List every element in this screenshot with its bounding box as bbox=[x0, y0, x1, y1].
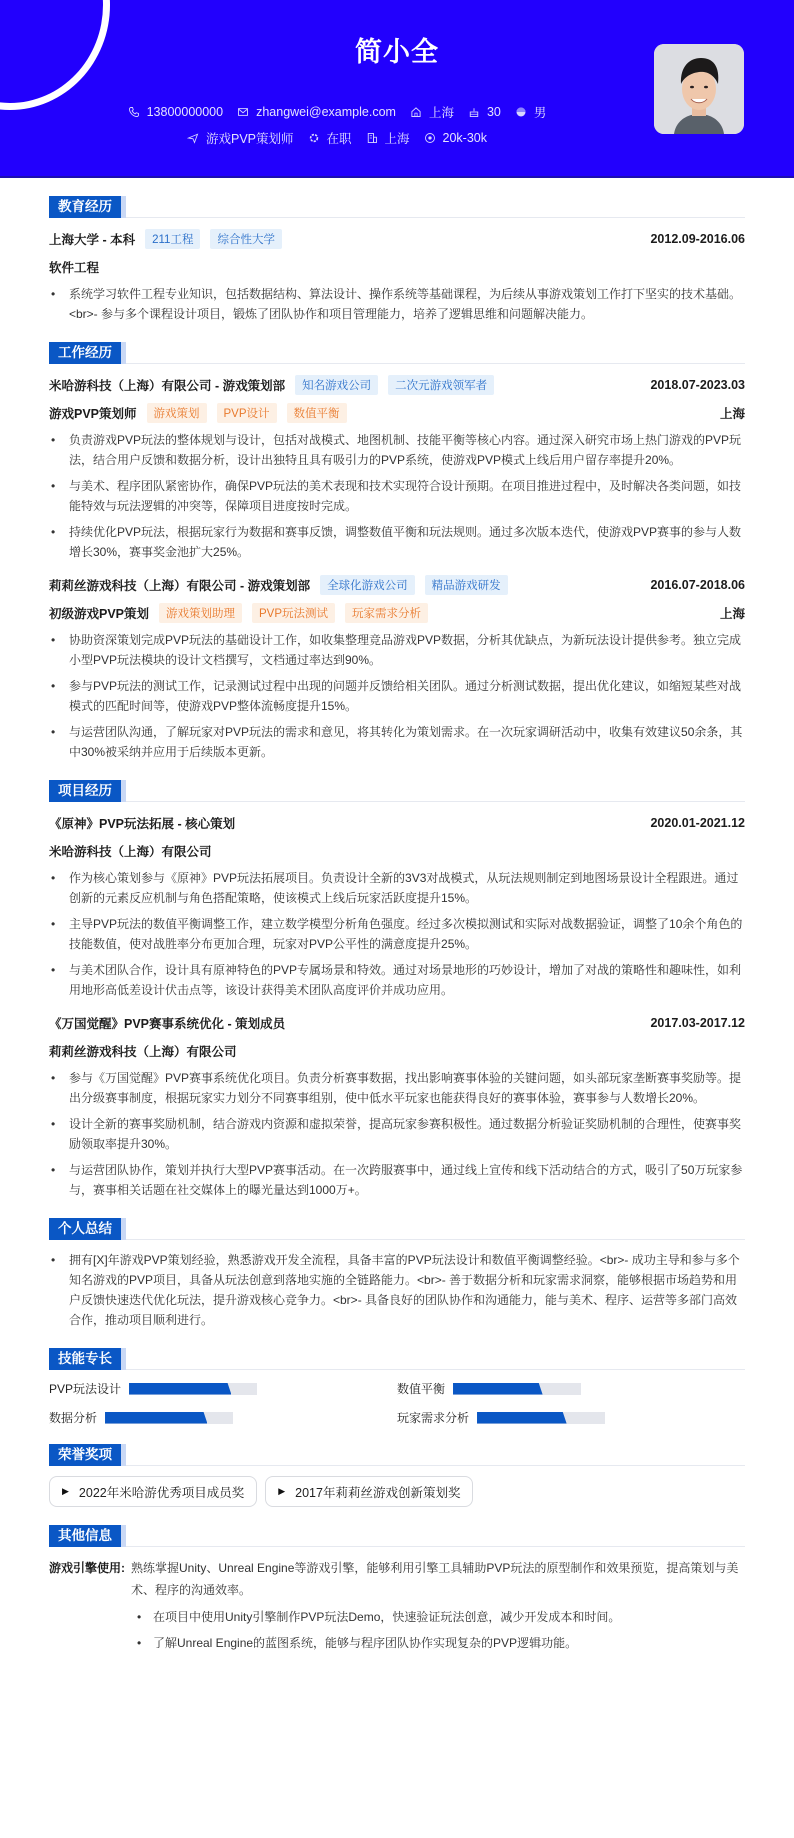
award-item[interactable] bbox=[49, 1476, 257, 1507]
avatar-photo bbox=[654, 44, 744, 134]
section-title: 荣誉奖项 bbox=[49, 1444, 121, 1466]
summary-section bbox=[49, 1214, 745, 1330]
skill-name: 数据分析 bbox=[49, 1411, 98, 1425]
section-title: 技能专长 bbox=[49, 1348, 121, 1370]
skill-fill bbox=[105, 1412, 207, 1424]
work-location: 上海 bbox=[719, 407, 745, 421]
job-status: 在职 bbox=[308, 129, 352, 147]
section-header bbox=[49, 776, 745, 802]
section-header bbox=[49, 1440, 745, 1466]
skill-bar bbox=[129, 1383, 257, 1395]
work-bullet: • 协助资深策划完成PVP玩法的基础设计工作，如收集整理竞品游戏PVP数据，分析其优缺点，为新玩法设计提供参考。独立完成小型PVP玩法模块的设计文档撰写，文档通过率达到90%。 bbox=[49, 630, 745, 670]
other-bullet: • 在项目中使用Unity引擎制作PVP玩法Demo，快速验证玩法创意，减少开发成本和时间。 bbox=[135, 1607, 745, 1627]
project-bullet: • 设计全新的赛事奖励机制，结合游戏内资源和虚拟荣誉，提高玩家参赛积极性。通过数据分析验证奖励机制的合理性，使赛事奖励领取率提升30%。 bbox=[49, 1114, 745, 1154]
other-bullet: • 了解Unreal Engine的蓝图系统，能够与程序团队协作实现复杂的PVP逻辑功能。 bbox=[135, 1633, 745, 1653]
contact-gender: 男 bbox=[515, 103, 547, 121]
home-icon bbox=[410, 106, 422, 118]
skill-fill bbox=[453, 1383, 543, 1395]
company-tag: 知名游戏公司 bbox=[295, 375, 378, 395]
contact-phone: 13800000000 bbox=[128, 103, 223, 121]
work-date: 2016.07-2018.06 bbox=[650, 578, 745, 592]
school-tag: 211工程 bbox=[145, 229, 200, 249]
role-tag: 游戏策划助理 bbox=[159, 603, 242, 623]
work-date: 2018.07-2023.03 bbox=[650, 378, 745, 392]
job-title: 游戏PVP策划师 bbox=[187, 129, 294, 147]
job-salary: 20k-30k bbox=[424, 129, 487, 147]
work-entry bbox=[49, 374, 745, 562]
role-tag: 玩家需求分析 bbox=[345, 603, 428, 623]
work-bullet: • 与运营团队沟通，了解玩家对PVP玩法的需求和意见，将其转化为策划需求。在一次玩家调研活动中，收集有效建议50余条，其中30%被采纳并应用于后续版本更新。 bbox=[49, 722, 745, 762]
contact-age: 30 bbox=[468, 103, 501, 121]
award-label: 2017年莉莉丝游戏创新策划奖 bbox=[295, 1485, 461, 1500]
section-title: 教育经历 bbox=[49, 196, 121, 218]
school-name: 上海大学 - 本科 bbox=[49, 233, 136, 247]
skills-section bbox=[49, 1344, 745, 1426]
skills-grid bbox=[49, 1380, 745, 1426]
triangle-right-icon: ▶ bbox=[278, 1486, 286, 1496]
project-bullet: • 与运营团队协作，策划并执行大型PVP赛事活动。在一次跨服赛事中，通过线上宣传和线下活动结合的方式，吸引了50万玩家参与，赛事相关话题在社交媒体上的曝光量达到1000万+。 bbox=[49, 1160, 745, 1200]
section-title: 个人总结 bbox=[49, 1218, 121, 1240]
role-tag: PVP设计 bbox=[217, 403, 277, 423]
education-date: 2012.09-2016.06 bbox=[650, 232, 745, 246]
company-tag: 二次元游戏领军者 bbox=[388, 375, 494, 395]
project-company: 莉莉丝游戏科技（上海）有限公司 bbox=[49, 1045, 237, 1059]
skill-fill bbox=[477, 1412, 567, 1424]
phone-icon bbox=[128, 106, 140, 118]
education-bullet: • 系统学习软件工程专业知识，包括数据结构、算法设计、操作系统等基础课程，为后续从事游戏策划工作打下坚实的技术基础。<br>- 参与多个课程设计项目，锻炼了团队协作和项目管理能力，培养了逻辑思维和问题解决能力。 bbox=[49, 284, 745, 324]
role-name: 初级游戏PVP策划 bbox=[49, 607, 150, 621]
section-header bbox=[49, 1521, 745, 1547]
age-icon bbox=[468, 106, 480, 118]
section-header bbox=[49, 192, 745, 218]
skill-item bbox=[397, 1409, 745, 1426]
section-title: 工作经历 bbox=[49, 342, 121, 364]
skill-name: 数值平衡 bbox=[397, 1382, 446, 1396]
gender-icon bbox=[515, 106, 527, 118]
project-name: 《万国觉醒》PVP赛事系统优化 - 策划成员 bbox=[49, 1017, 286, 1031]
mail-icon bbox=[237, 106, 249, 118]
section-header bbox=[49, 1214, 745, 1240]
school-tag: 综合性大学 bbox=[210, 229, 282, 249]
section-header bbox=[49, 338, 745, 364]
resume-body bbox=[0, 192, 794, 1679]
project-date: 2017.03-2017.12 bbox=[650, 1016, 745, 1030]
skill-bar bbox=[105, 1412, 233, 1424]
award-item[interactable] bbox=[265, 1476, 473, 1507]
role-tag: 数值平衡 bbox=[287, 403, 347, 423]
salary-icon bbox=[424, 132, 436, 144]
skill-name: 玩家需求分析 bbox=[397, 1411, 470, 1425]
work-entry bbox=[49, 574, 745, 762]
project-bullet: • 参与《万国觉醒》PVP赛事系统优化项目。负责分析赛事数据，找出影响赛事体验的关键问题，如头部玩家垄断赛事奖励等。提出分级赛事制度，根据玩家实力划分不同赛事组别，使中低水平玩家也能获得良好的赛事体验，赛事参与人数增长20%。 bbox=[49, 1068, 745, 1108]
contact-city: 上海 bbox=[410, 103, 454, 121]
education-section bbox=[49, 192, 745, 324]
section-header bbox=[49, 1344, 745, 1370]
section-title: 其他信息 bbox=[49, 1525, 121, 1547]
send-icon bbox=[187, 132, 199, 144]
project-bullet: • 主导PVP玩法的数值平衡调整工作，建立数学模型分析角色强度。经过多次模拟测试和实际对战数据验证，调整了10余个角色的技能数值，使对战胜率分布更加合理，玩家对PVP公平性的满意度提升25%。 bbox=[49, 914, 745, 954]
project-bullet: • 与美术团队合作，设计具有原神特色的PVP专属场景和特效。通过对场景地形的巧妙设计，增加了对战的策略性和趣味性，如利用地形高低差设计伏击点等，该设计获得美术团队高度评价并成功应用。 bbox=[49, 960, 745, 1000]
project-entry bbox=[49, 1012, 745, 1200]
job-city: 上海 bbox=[366, 129, 410, 147]
project-company: 米哈游科技（上海）有限公司 bbox=[49, 845, 212, 859]
project-name: 《原神》PVP玩法拓展 - 核心策划 bbox=[49, 817, 236, 831]
projects-section bbox=[49, 776, 745, 1200]
work-bullet: • 负责游戏PVP玩法的整体规划与设计，包括对战模式、地图机制、技能平衡等核心内容。通过深入研究市场上热门游戏的PVP玩法，结合用户反馈和数据分析，设计出独特且具有吸引力的PVP系统，使游戏PVP模式上线后用户留存率提升20%。 bbox=[49, 430, 745, 470]
project-date: 2020.01-2021.12 bbox=[650, 816, 745, 830]
status-icon bbox=[308, 132, 320, 144]
other-text: 熟练掌握Unity、Unreal Engine等游戏引擎，能够利用引擎工具辅助PVP玩法的原型制作和效果预览，提高策划与美术、程序的沟通效率。 bbox=[131, 1561, 739, 1597]
building-icon bbox=[366, 132, 378, 144]
company-tag: 全球化游戏公司 bbox=[320, 575, 415, 595]
other-info-row bbox=[49, 1557, 745, 1601]
skill-item bbox=[397, 1380, 745, 1397]
skill-bar bbox=[453, 1383, 581, 1395]
skill-item bbox=[49, 1409, 397, 1426]
work-bullet: • 与美术、程序团队紧密协作，确保PVP玩法的美术表现和技术实现符合设计预期。在项目推进过程中，及时解决各类问题，如技能特效与玩法逻辑的冲突等，保障项目进度按时完成。 bbox=[49, 476, 745, 516]
company-tag: 精品游戏研发 bbox=[425, 575, 508, 595]
role-tag: 游戏策划 bbox=[147, 403, 207, 423]
work-bullet: • 持续优化PVP玩法，根据玩家行为数据和赛事反馈，调整数值平衡和玩法规则。通过多次版本迭代，使游戏PVP赛事的参与人数增长30%，赛事奖金池扩大25%。 bbox=[49, 522, 745, 562]
skill-name: PVP玩法设计 bbox=[49, 1382, 122, 1396]
candidate-name: 简小全 bbox=[355, 37, 439, 67]
awards-section bbox=[49, 1440, 745, 1507]
triangle-right-icon: ▶ bbox=[62, 1486, 69, 1496]
work-location: 上海 bbox=[719, 607, 745, 621]
summary-text: • 拥有[X]年游戏PVP策划经验，熟悉游戏开发全流程，具备丰富的PVP玩法设计和数值平衡调整经验。<br>- 成功主导和参与多个知名游戏的PVP项目，具备从玩法创意到落地实施的全链路能力。<br>- 善于数据分析和玩家需求洞察，能够根据市场趋势和用户反馈快速迭代优化玩法，提升游戏核心竞争力。<br>- 具备良好的团队协作和沟通能力，能与美术、程序、运营等多部门高效合作，推动项目顺利进行。 bbox=[49, 1250, 745, 1330]
work-bullet: • 参与PVP玩法的测试工作，记录测试过程中出现的问题并反馈给相关团队。通过分析测试数据，提出优化建议，如缩短某些对战模式的匹配时间等，使游戏PVP整体流畅度提升15%。 bbox=[49, 676, 745, 716]
other-label: 游戏引擎使用: bbox=[49, 1561, 125, 1575]
company-name: 米哈游科技（上海）有限公司 - 游戏策划部 bbox=[49, 379, 286, 393]
major: 软件工程 bbox=[49, 261, 100, 275]
role-tag: PVP玩法测试 bbox=[252, 603, 335, 623]
contact-email: zhangwei@example.com bbox=[237, 103, 396, 121]
work-section bbox=[49, 338, 745, 762]
project-bullet: • 作为核心策划参与《原神》PVP玩法拓展项目。负责设计全新的3V3对战模式，从玩法规则制定到地图场景设计全程跟进。通过创新的元素反应机制与角色搭配策略，使该模式上线后玩家活跃度提升15%。 bbox=[49, 868, 745, 908]
skill-fill bbox=[129, 1383, 231, 1395]
education-entry bbox=[49, 228, 745, 324]
skill-bar bbox=[477, 1412, 605, 1424]
other-section bbox=[49, 1521, 745, 1679]
awards-list bbox=[49, 1476, 745, 1507]
section-title: 项目经历 bbox=[49, 780, 121, 802]
project-entry bbox=[49, 812, 745, 1000]
role-name: 游戏PVP策划师 bbox=[49, 407, 137, 421]
company-name: 莉莉丝游戏科技（上海）有限公司 - 游戏策划部 bbox=[49, 579, 311, 593]
skill-item bbox=[49, 1380, 397, 1397]
award-label: 2022年米哈游优秀项目成员奖 bbox=[78, 1485, 245, 1500]
resume-header bbox=[0, 0, 794, 178]
